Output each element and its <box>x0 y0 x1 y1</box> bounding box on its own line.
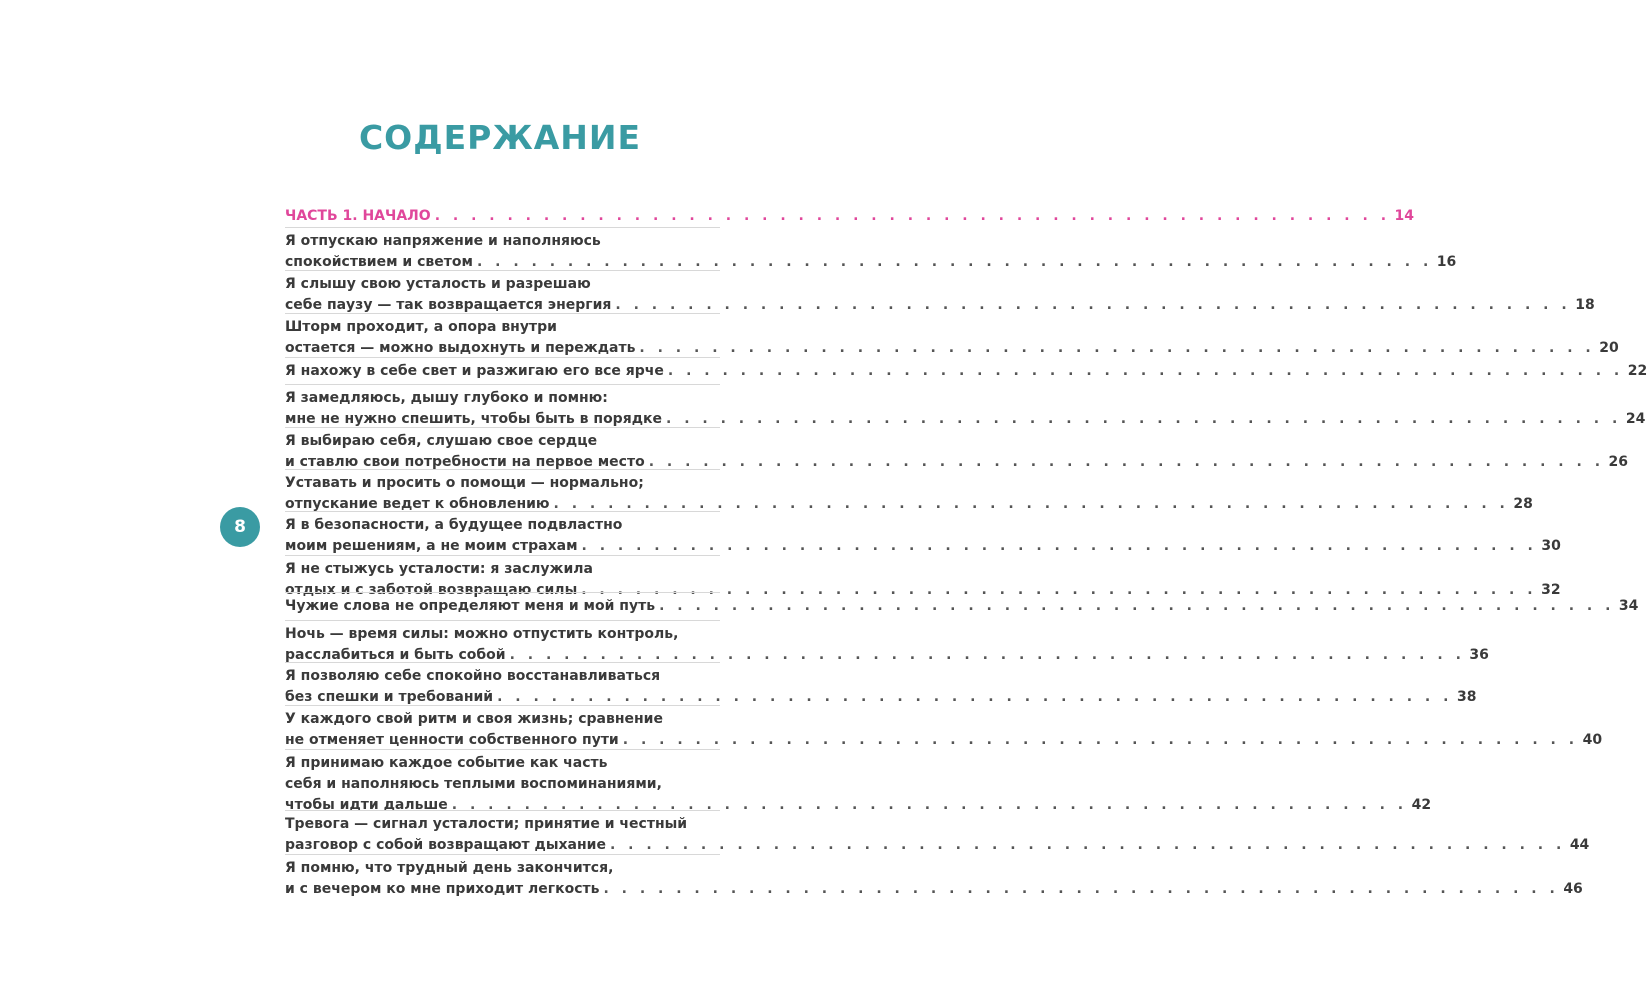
toc-part-heading[interactable] <box>285 206 1415 227</box>
toc-page-number: 30 <box>1541 538 1561 554</box>
dot-leader: . . . . . . . . . . . . . . . . . . . . . . . . . . . . . . . . . . . . . . . . . . . . . . . . . . . . . <box>451 797 1408 813</box>
toc-entry[interactable] <box>285 624 1489 666</box>
toc-entry-line: Я слышу свою усталость и разрешаю <box>285 276 591 292</box>
dot-leader: . . . . . . . . . . . . . . . . . . . . . . . . . . . . . . . . . . . . . . . . . . . . . . . . . . . . . <box>615 297 1571 313</box>
toc-entry-last-line <box>285 536 1561 557</box>
toc-divider <box>285 469 720 470</box>
toc-page-number: 16 <box>1436 254 1457 270</box>
dot-leader: . . . . . . . . . . . . . . . . . . . . . . . . . . . . . . . . . . . . . . . . . . . . . . . . . . . . . <box>509 647 1465 663</box>
toc-entry-title: и с вечером ко мне приходит легкость <box>285 881 600 897</box>
toc-entry-last-line <box>285 338 1619 359</box>
toc-entry-last-line <box>285 795 1432 816</box>
toc-page-number: 26 <box>1608 454 1629 470</box>
toc-entry-last-line <box>285 879 1583 900</box>
dot-leader: . . . . . . . . . . . . . . . . . . . . . . . . . . . . . . . . . . . . . . . . . . . . . . . . . . . . . <box>581 582 1537 598</box>
toc-page-number: 34 <box>1618 598 1639 614</box>
toc-divider <box>285 620 720 621</box>
toc-divider <box>285 313 720 314</box>
toc-entry-line: Я выбираю себя, слушаю свое сердце <box>285 433 598 449</box>
toc-entry[interactable] <box>285 231 1457 273</box>
toc-entry[interactable] <box>285 473 1533 515</box>
toc-divider <box>285 810 720 811</box>
toc-divider <box>285 749 720 750</box>
toc-entry[interactable] <box>285 388 1646 430</box>
toc-divider <box>285 227 720 228</box>
toc-page-number: 38 <box>1456 689 1477 705</box>
toc-entry[interactable] <box>285 431 1629 473</box>
toc-entry-title: себе паузу — так возвращается энергия <box>285 297 612 313</box>
toc-entry[interactable] <box>285 596 1639 617</box>
toc-entry-title: не отменяет ценности собственного пути <box>285 732 619 748</box>
toc-entry-line: Я не стыжусь усталости: я заслужила <box>285 561 593 577</box>
toc-entry-title: чтобы идти дальше <box>285 797 448 813</box>
toc-entry-line: Уставать и просить о помощи — нормально; <box>285 475 644 491</box>
toc-page-number: 32 <box>1541 582 1561 598</box>
dot-leader: . . . . . . . . . . . . . . . . . . . . . . . . . . . . . . . . . . . . . . . . . . . . . . . . . . . . . <box>603 881 1559 897</box>
toc-page-number: 20 <box>1599 340 1619 356</box>
dot-leader: . . . . . . . . . . . . . . . . . . . . . . . . . . . . . . . . . . . . . . . . . . . . . . . . . . . . . <box>622 732 1579 748</box>
toc-entry-line: себя и наполняюсь теплыми воспоминаниями, <box>285 776 662 792</box>
dot-leader: . . . . . . . . . . . . . . . . . . . . . . . . . . . . . . . . . . . . . . . . . . . . . . . . . . . . . <box>659 598 1615 614</box>
toc-page-number: 14 <box>1394 208 1415 224</box>
dot-leader: . . . . . . . . . . . . . . . . . . . . . . . . . . . . . . . . . . . . . . . . . . . . . . . . . . . . . <box>434 208 1391 224</box>
toc-entry-title: расслабиться и быть собой <box>285 647 506 663</box>
toc-entry-line: Я в безопасности, а будущее подвластно <box>285 517 623 533</box>
toc-entry[interactable] <box>285 814 1590 856</box>
toc-entry-line: Ночь — время силы: можно отпустить контроль, <box>285 626 679 642</box>
toc-divider <box>285 854 720 855</box>
toc-entry-line: У каждого свой ритм и своя жизнь; сравнение <box>285 711 663 727</box>
toc-entry-line: Шторм проходит, а опора внутри <box>285 319 557 335</box>
dot-leader: . . . . . . . . . . . . . . . . . . . . . . . . . . . . . . . . . . . . . . . . . . . . . . . . . . . . . <box>581 538 1537 554</box>
toc-entry[interactable] <box>285 274 1595 316</box>
toc-entry-title: остается — можно выдохнуть и переждать <box>285 340 636 356</box>
toc-entry-title: мне не нужно спешить, чтобы быть в порядке <box>285 411 662 427</box>
toc-entry[interactable] <box>285 666 1477 708</box>
toc-entry[interactable] <box>285 515 1561 557</box>
toc-entry[interactable] <box>285 361 1647 382</box>
dot-leader: . . . . . . . . . . . . . . . . . . . . . . . . . . . . . . . . . . . . . . . . . . . . . . . . . . . . . <box>476 254 1433 270</box>
toc-entry-last-line <box>285 596 1639 617</box>
dot-leader: . . . . . . . . . . . . . . . . . . . . . . . . . . . . . . . . . . . . . . . . . . . . . . . . . . . . . <box>648 454 1605 470</box>
toc-entry-title: ЧАСТЬ 1. НАЧАЛО <box>285 208 431 224</box>
toc-entry-line: Я замедляюсь, дышу глубоко и помню: <box>285 390 608 406</box>
toc-page-number: 18 <box>1575 297 1595 313</box>
toc-entry-last-line <box>285 361 1647 382</box>
toc-page-number: 40 <box>1582 732 1603 748</box>
toc-entry-title: отпускание ведет к обновлению <box>285 496 550 512</box>
toc-entry-line: Я отпускаю напряжение и наполняюсь <box>285 233 601 249</box>
toc-entry-last-line <box>285 206 1415 227</box>
dot-leader: . . . . . . . . . . . . . . . . . . . . . . . . . . . . . . . . . . . . . . . . . . . . . . . . . . . . . <box>609 837 1566 853</box>
toc-entry-title: разговор с собой возвращают дыхание <box>285 837 606 853</box>
toc-entry[interactable] <box>285 709 1603 751</box>
page-number-badge: 8 <box>220 507 260 547</box>
toc-divider <box>285 592 720 593</box>
toc-entry-line: Тревога — сигнал усталости; принятие и честный <box>285 816 688 832</box>
toc-entry-last-line <box>285 835 1590 856</box>
toc-entry[interactable] <box>285 317 1619 359</box>
toc-entry-title: Чужие слова не определяют меня и мой путь <box>285 598 656 614</box>
toc-divider <box>285 270 720 271</box>
toc-divider <box>285 427 720 428</box>
dot-leader: . . . . . . . . . . . . . . . . . . . . . . . . . . . . . . . . . . . . . . . . . . . . . . . . . . . . . <box>639 340 1595 356</box>
toc-entry-line: Я помню, что трудный день закончится, <box>285 860 614 876</box>
toc-entry[interactable] <box>285 559 1561 601</box>
dot-leader: . . . . . . . . . . . . . . . . . . . . . . . . . . . . . . . . . . . . . . . . . . . . . . . . . . . . . <box>666 411 1622 427</box>
toc-page-number: 22 <box>1627 363 1647 379</box>
toc-page-number: 24 <box>1625 411 1646 427</box>
toc-page-number: 28 <box>1513 496 1533 512</box>
toc-divider <box>285 357 720 358</box>
toc-entry[interactable] <box>285 753 1432 816</box>
toc-page-number: 42 <box>1411 797 1432 813</box>
toc-entry-title: Я нахожу в себе свет и разжигаю его все ярче <box>285 363 664 379</box>
toc-divider <box>285 705 720 706</box>
toc-divider <box>285 555 720 556</box>
toc-entry-title: отдых и с заботой возвращаю силы <box>285 582 578 598</box>
toc-page-number: 36 <box>1469 647 1489 663</box>
toc-entry-line: Я принимаю каждое событие как часть <box>285 755 608 771</box>
toc-entry-title: и ставлю свои потребности на первое место <box>285 454 645 470</box>
dot-leader: . . . . . . . . . . . . . . . . . . . . . . . . . . . . . . . . . . . . . . . . . . . . . . . . . . . . . <box>497 689 1453 705</box>
toc-entry-title: моим решениям, а не моим страхам <box>285 538 578 554</box>
toc-entry-last-line <box>285 730 1603 751</box>
toc-divider <box>285 662 720 663</box>
toc-page-number: 44 <box>1569 837 1590 853</box>
toc-entry-title: спокойствием и светом <box>285 254 473 270</box>
toc-page-number: 46 <box>1563 881 1583 897</box>
toc-entry-line: Я позволяю себе спокойно восстанавливаться <box>285 668 661 684</box>
dot-leader: . . . . . . . . . . . . . . . . . . . . . . . . . . . . . . . . . . . . . . . . . . . . . . . . . . . . . <box>667 363 1624 379</box>
page-title: СОДЕРЖАНИЕ <box>358 118 642 157</box>
toc-entry[interactable] <box>285 858 1583 900</box>
toc-divider <box>285 384 720 385</box>
dot-leader: . . . . . . . . . . . . . . . . . . . . . . . . . . . . . . . . . . . . . . . . . . . . . . . . . . . . . <box>553 496 1509 512</box>
toc-entry-title: без спешки и требований <box>285 689 494 705</box>
toc-divider <box>285 511 720 512</box>
